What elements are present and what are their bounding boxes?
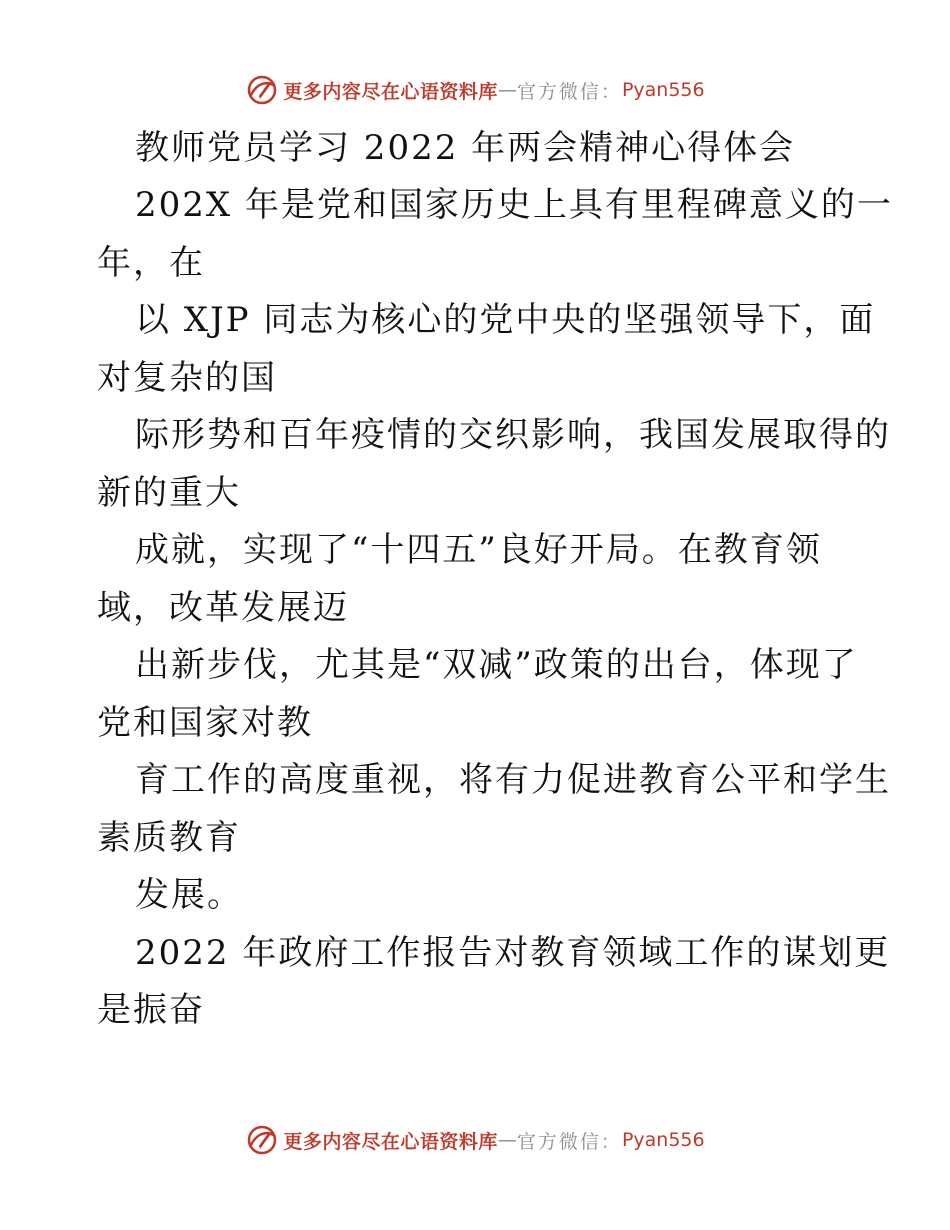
banner-wechat-id: Pyan556 <box>621 79 705 101</box>
text-line: 是振奋 <box>97 990 205 1030</box>
banner-separator: — <box>497 79 517 101</box>
text-line: 出新步伐，尤其是“双减”政策的出台，体现了 <box>135 645 858 685</box>
banner-separator: — <box>497 1129 517 1151</box>
banner-wechat-id: Pyan556 <box>621 1129 705 1151</box>
banner-official-label: 官方微信： <box>516 80 622 103</box>
text-line: 新的重大 <box>97 473 241 513</box>
pen-swirl-logo-icon <box>245 73 279 107</box>
text-line: 对复杂的国 <box>97 358 277 398</box>
text-line: 发展。 <box>135 875 243 915</box>
banner-lead-text: 更多内容尽在心语资料库 <box>283 80 498 103</box>
text-line: 202X 年是党和国家历史上具有里程碑意义的一 <box>135 185 893 225</box>
text-line: 育工作的高度重视，将有力促进教育公平和学生 <box>135 760 891 800</box>
banner-official-label: 官方微信： <box>516 1130 622 1153</box>
text-line: 以 XJP 同志为核心的党中央的坚强领导下，面 <box>135 300 876 340</box>
header-watermark-banner <box>0 70 950 110</box>
document-title: 教师党员学习 2022 年两会精神心得体会 <box>135 128 796 168</box>
text-line: 年，在 <box>97 243 205 283</box>
text-line: 党和国家对教 <box>97 703 313 743</box>
pen-swirl-logo-icon <box>245 1123 279 1157</box>
footer-watermark-banner <box>0 1120 950 1160</box>
text-line: 2022 年政府工作报告对教育领域工作的谋划更 <box>135 933 891 973</box>
text-line: 素质教育 <box>97 818 241 858</box>
text-line: 际形势和百年疫情的交织影响，我国发展取得的 <box>135 415 891 455</box>
text-line: 成就，实现了“十四五”良好开局。在教育领 <box>135 530 822 570</box>
text-line: 域，改革发展迈 <box>97 588 349 628</box>
banner-lead-text: 更多内容尽在心语资料库 <box>283 1130 498 1153</box>
